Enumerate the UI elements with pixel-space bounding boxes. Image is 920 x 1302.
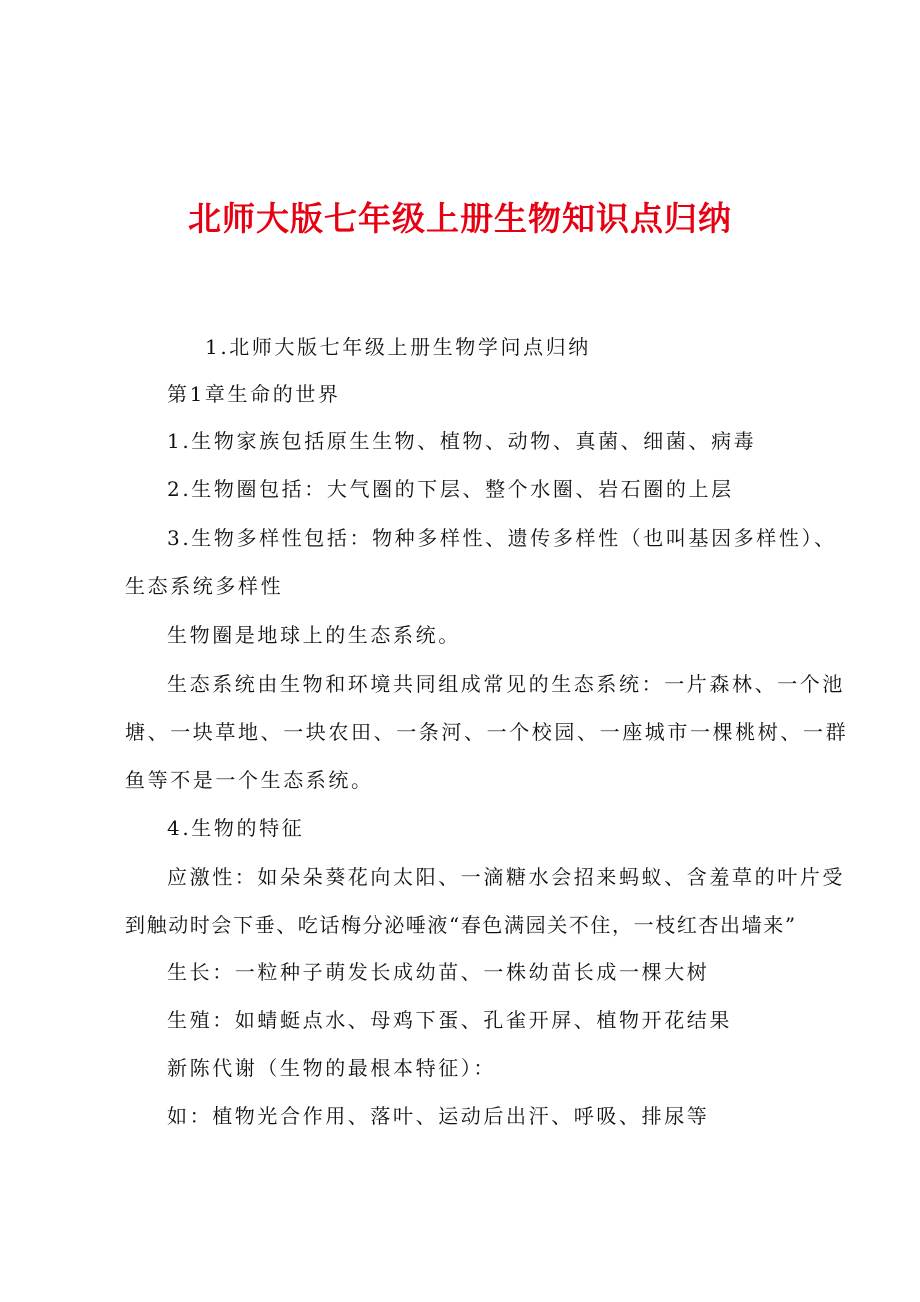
section-heading: 1.北师大版七年级上册生物学问点归纳 <box>205 335 591 359</box>
paragraph-line: 生物圈是地球上的生态系统。 <box>167 623 461 647</box>
paragraph-line: 到触动时会下垂、吃话梅分泌唾液“春色满园关不住，一枝红杏出墙来” <box>125 913 797 937</box>
paragraph-line: 生态系统由生物和环境共同组成常见的生态系统：一片森林、一个池 <box>167 672 845 696</box>
paragraph-line: 鱼等不是一个生态系统。 <box>125 768 374 792</box>
paragraph-line: 新陈代谢（生物的最根本特征）： <box>167 1056 496 1080</box>
paragraph-line: 生长：一粒种子萌发长成幼苗、一株幼苗长成一棵大树 <box>167 960 710 984</box>
paragraph-line: 如：植物光合作用、落叶、运动后出汗、呼吸、排尿等 <box>167 1104 710 1128</box>
paragraph-line: 3.生物多样性包括：物种多样性、遗传多样性（也叫基因多样性）、 <box>167 526 837 550</box>
paragraph-line: 2.生物圈包括：大气圈的下层、整个水圈、岩石圈的上层 <box>167 477 734 501</box>
subsection-heading: 4.生物的特征 <box>167 816 305 840</box>
paragraph-line: 生态系统多样性 <box>125 574 284 598</box>
paragraph-line: 1.生物家族包括原生生物、植物、动物、真菌、细菌、病毒 <box>167 429 757 453</box>
paragraph-line: 应激性：如朵朵葵花向太阳、一滴糖水会招来蚂蚁、含羞草的叶片受 <box>167 865 845 889</box>
document-title: 北师大版七年级上册生物知识点归纳 <box>188 199 732 238</box>
paragraph-line: 塘、一块草地、一块农田、一条河、一个校园、一座城市一棵桃树、一群 <box>125 720 849 744</box>
chapter-heading: 第1章生命的世界 <box>167 382 341 406</box>
paragraph-line: 生殖：如蜻蜓点水、母鸡下蛋、孔雀开屏、植物开花结果 <box>167 1008 732 1032</box>
